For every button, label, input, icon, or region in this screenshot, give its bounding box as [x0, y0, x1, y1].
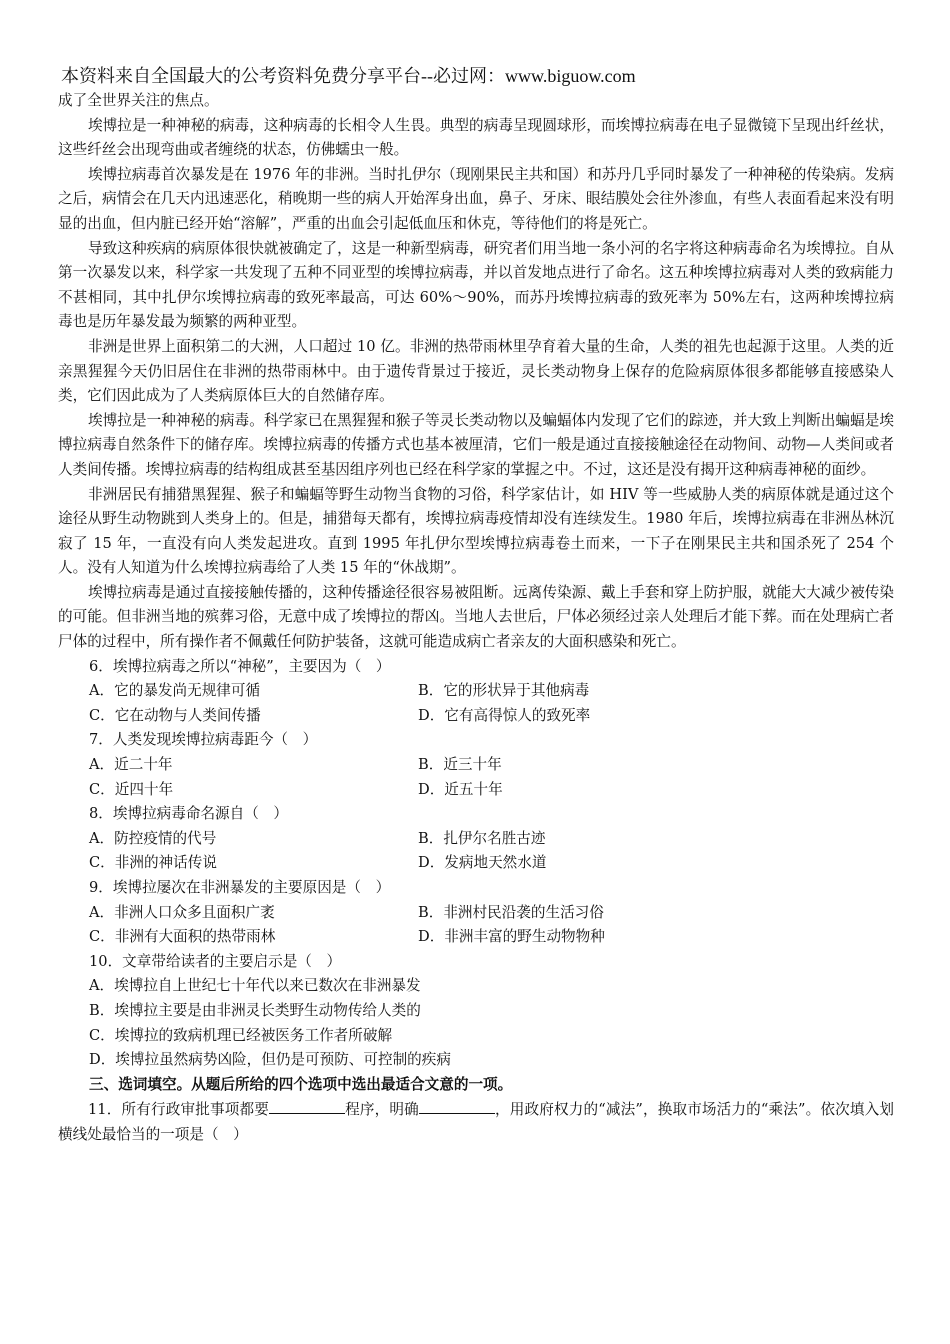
option-a: A．非洲人口众多且面积广袤 — [89, 903, 275, 921]
question-stem: 7．人类发现埃博拉病毒距今（ ） — [89, 731, 318, 749]
option-d: D．近五十年 — [418, 780, 503, 798]
option-row — [58, 827, 894, 852]
option-d: D．非洲丰富的野生动物物种 — [418, 928, 605, 946]
paragraph-continuation: 成了全世界关注的焦点。 — [58, 92, 219, 109]
option-b: B．非洲村民沿袭的生活习俗 — [418, 903, 604, 921]
option-row — [58, 778, 894, 803]
paragraph: 埃博拉病毒首次暴发是在 1976 年的非洲。当时扎伊尔（现刚果民主共和国）和苏丹几乎同时暴发了一种神秘的传染病。发病之后，病情会在几天内迅速恶化，稍晚期一些的病人开始浑身出血，鼻子、牙床、眼结膜处会往外渗血，有些人表面看起来没有明显的出血，但内脏已经开始“溶解”，严重的出血会引起低血压和休克，等待他们的将是死亡。 — [58, 165, 894, 232]
option-a: A．埃博拉自上世纪七十年代以来已数次在非洲暴发 — [89, 977, 421, 995]
option-row — [58, 704, 894, 729]
option-row — [58, 925, 894, 950]
paragraph: 埃博拉是一种神秘的病毒。科学家已在黑猩猩和猴子等灵长类动物以及蝙蝠体内发现了它们的踪迹，并大致上判断出蝙蝠是埃博拉病毒自然条件下的储存库。埃博拉病毒的传播方式也基本被厘清，它们一般是通过直接接触途径在动物间、动物—人类间或者人类间传播。埃博拉病毒的结构组成甚至基因组序列也已经在科学家的掌握之中。不过，这还是没有揭开这种病毒神秘的面纱。 — [58, 411, 894, 478]
option-a: A．近二十年 — [89, 756, 173, 774]
option-a: A．防控疫情的代号 — [89, 829, 217, 847]
option-b: B．近三十年 — [418, 756, 502, 774]
question-stem: 10．文章带给读者的主要启示是（ ） — [89, 952, 342, 970]
option-row — [58, 679, 894, 704]
paragraph: 埃博拉是一种神秘的病毒，这种病毒的长相令人生畏。典型的病毒呈现圆球形，而埃博拉病毒在电子显微镜下呈现出纤丝状，这些纤丝会出现弯曲或者缠绕的状态，仿佛蠕虫一般。 — [58, 116, 894, 159]
question-11 — [58, 1097, 894, 1147]
q11-text-3: ，用政府权力的“减法”，换取市场活力的“乘 — [494, 1101, 784, 1119]
fill-blank-1 — [269, 1097, 345, 1114]
section-heading: 三、选词填空。从题后所给的四个选项中选出最适合文意的一项。 — [89, 1075, 513, 1093]
paragraph: 非洲居民有捕猎黑猩猩、猴子和蝙蝠等野生动物当食物的习俗，科学家估计，如 HIV 等一些威胁人类的病原体就是通过这个途径从野生动物跳到人类身上的。但是，捕猎每天都有，埃博拉病毒疫情却没有连续发生。1980 年后，埃博拉病毒在非洲丛林沉寂了 15 年，一直没有向人类发起进攻。直到 1995 年扎伊尔型埃博拉病毒卷土而来，一下子在刚果民主共和国杀死了 254 个人。没有人知道为什么埃博拉病毒给了人类 15 年的“休战期”。 — [58, 485, 894, 577]
option-c: C．非洲的神话传说 — [89, 854, 217, 872]
source-header: 本资料来自全国最大的公考资料免费分享平台--必过网：www.biguow.com — [61, 66, 636, 86]
paragraph: 埃博拉病毒是通过直接接触传播的，这种传播途径很容易被阻断。远离传染源、戴上手套和穿上防护服，就能大大减少被传染的可能。但非洲当地的殡葬习俗，无意中成了埃博拉的帮凶。当地人去世后，尸体必须经过亲人处理后才能下葬。而在处理病亡者尸体的过程中，所有操作者不佩戴任何防护装备，这就可能造成病亡者亲友的大面积感染和死亡。 — [58, 583, 894, 651]
option-c: C．非洲有大面积的热带雨林 — [89, 928, 276, 946]
question-stem: 6．埃博拉病毒之所以“神秘”，主要因为（ ） — [89, 657, 391, 675]
question-stem: 8．埃博拉病毒命名源自（ ） — [89, 805, 289, 823]
option-c: C．近四十年 — [89, 780, 174, 798]
paragraph: 导致这种疾病的病原体很快就被确定了，这是一种新型病毒，研究者们用当地一条小河的名字将这种病毒命名为埃博拉。自从第一次暴发以来，科学家一共发现了五种不同亚型的埃博拉病毒，并以首发地点进行了命名。这五种埃博拉病毒对人类的致病能力不甚相同，其中扎伊尔埃博拉病毒的致死率最高，可达 60%～90%，而苏丹埃博拉病毒的致死率为 50%左右，这两种埃博拉病毒也是历年暴发最为频繁的两种亚型。 — [58, 239, 894, 331]
option-b: B．埃博拉主要是由非洲灵长类野生动物传给人类的 — [89, 1001, 421, 1019]
fill-blank-2 — [419, 1097, 495, 1114]
option-a: A．它的暴发尚无规律可循 — [89, 682, 261, 700]
option-c: C．埃博拉的致病机理已经被医务工作者所破解 — [89, 1026, 393, 1044]
paragraph: 非洲是世界上面积第二的大洲，人口超过 10 亿。非洲的热带雨林里孕育着大量的生命，人类的祖先也起源于这里。人类的近亲黑猩猩今天仍旧居住在非洲的热带雨林中。由于遗传背景过于接近，灵长类动物身上保存的危险病原体很多都能够直接感染人类，它们因此成为了人类病原体巨大的自然储存库。 — [58, 337, 894, 405]
document-page — [58, 62, 894, 1148]
option-d: D．埃博拉虽然病势凶险，但仍是可预防、可控制的疾病 — [89, 1051, 451, 1069]
option-b: B．扎伊尔名胜古迹 — [418, 829, 546, 847]
option-row — [58, 753, 894, 778]
option-row — [58, 901, 894, 926]
question-stem: 9．埃博拉屡次在非洲暴发的主要原因是（ ） — [89, 879, 391, 896]
q11-text-2: 程序，明确 — [344, 1101, 419, 1119]
option-c: C．它在动物与人类间传播 — [89, 706, 261, 724]
option-d: D．它有高得惊人的致死率 — [418, 706, 591, 724]
option-row — [58, 851, 894, 876]
option-b: B．它的形状异于其他病毒 — [418, 682, 590, 700]
q11-text-1: 11．所有行政审批事项都要 — [88, 1101, 269, 1119]
option-d: D．发病地天然水道 — [418, 854, 547, 872]
q11-text-4: 法”。依次填入划横线处最恰当的一项是（ ） — [58, 1101, 894, 1143]
